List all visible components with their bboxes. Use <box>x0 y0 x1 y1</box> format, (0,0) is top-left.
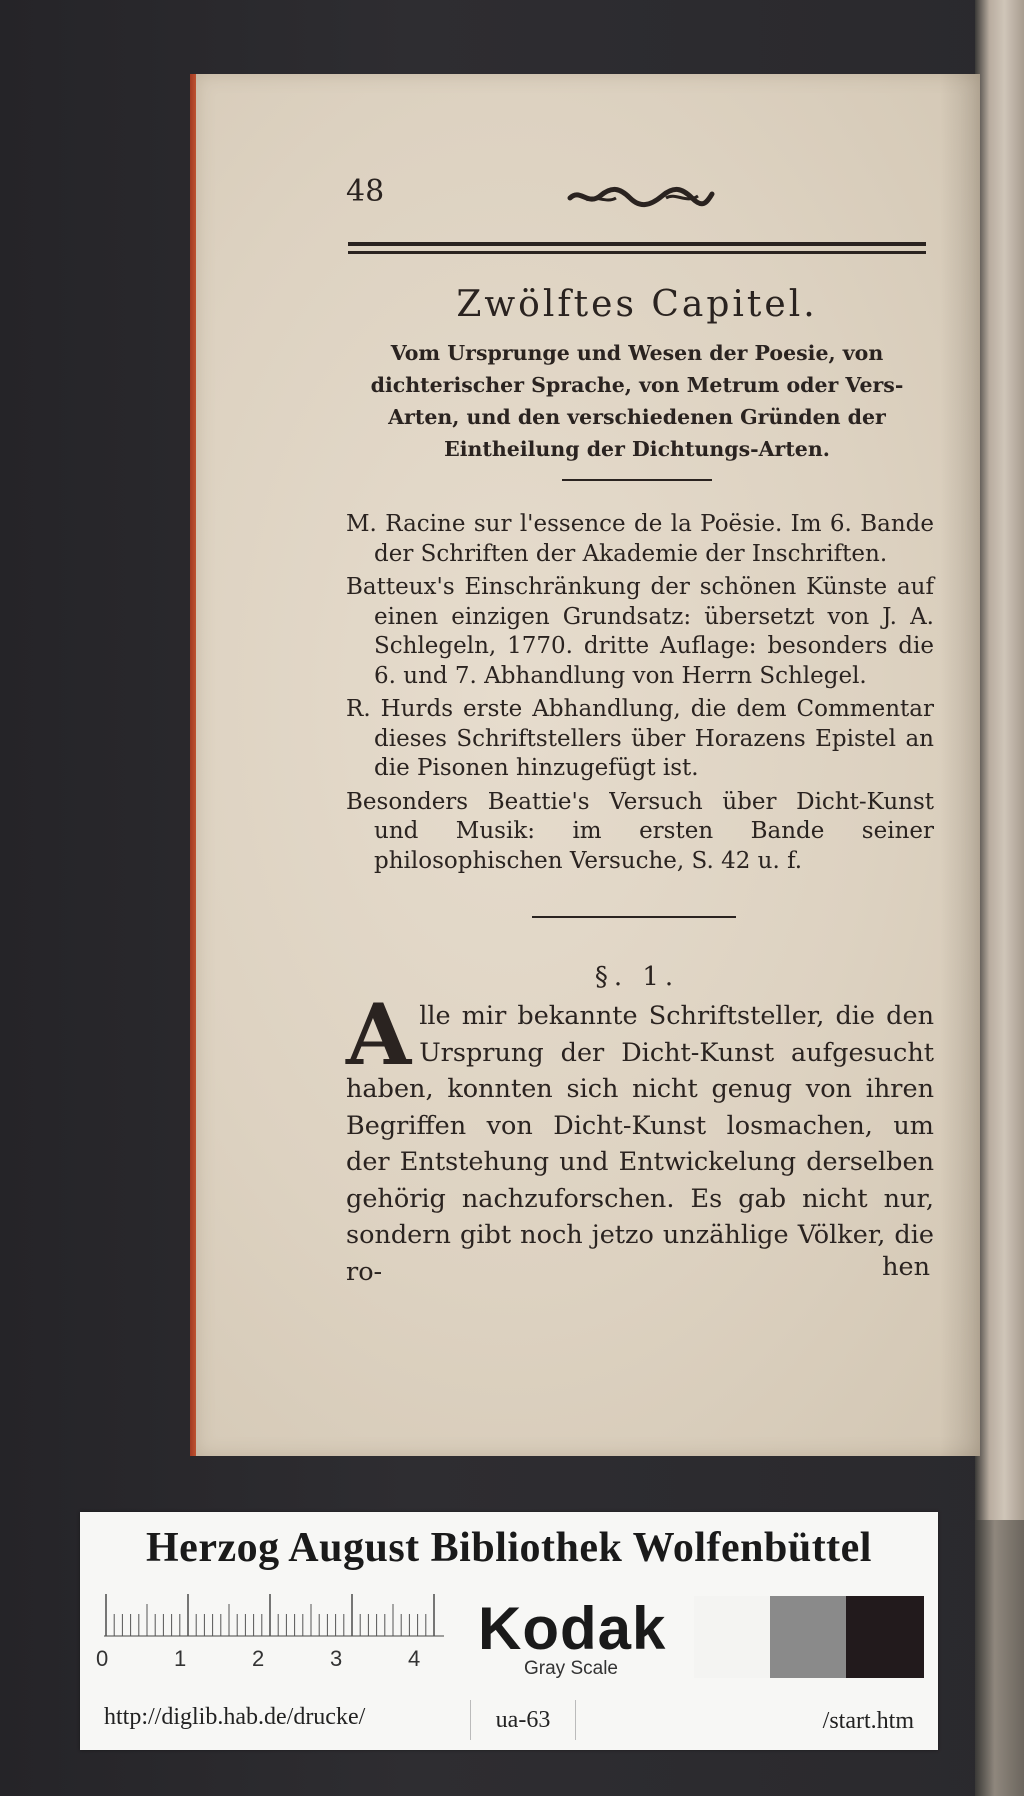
kodak-logo: Kodak <box>478 1595 667 1662</box>
url-left: http://diglib.hab.de/drucke/ <box>104 1704 366 1730</box>
reference-item: Besonders Beattie's Versuch über Dicht-Kunst und Musik: im ersten Bande seiner philosophischen Versuche, S. 42 u. f. <box>346 788 934 874</box>
ruler-number: 3 <box>330 1646 343 1671</box>
body-text: lle mir bekannte Schriftsteller, die den Ursprung der Dicht-Kunst aufgesucht haben, konnten sich nicht genug von ihren Begriffen von Dicht-Kunst losmachen, um der Entstehung und Entwickelung derselben gehörig nachzuforschen. Es gab nicht nur, sondern gibt noch jetzo unzählige Völker, die ro- <box>346 1001 934 1287</box>
reference-item: Batteux's Einschränkung der schönen Künste auf einen einzigen Grundsatz: übersetzt von J. A. Schlegeln, 1770. dritte Auflage: besonders die 6. und 7. Abhandlung von Herrn Schlegel. <box>346 574 934 689</box>
book-page <box>196 74 980 1456</box>
page-shadow <box>940 74 980 1456</box>
chapter-subtitle: Vom Ursprunge und Wesen der Poesie, von dichterischer Sprache, von Metrum oder Vers-Arten, und den verschiedenen Gründen der Eintheilung der Dichtungs-Arten. <box>370 341 904 461</box>
section-mark: §. 1. <box>594 962 680 992</box>
subtitle-rule <box>562 479 712 481</box>
gray-scale-caption: Gray Scale <box>524 1658 618 1679</box>
ornament-icon <box>566 184 716 208</box>
url-right: /start.htm <box>822 1708 914 1734</box>
references-end-rule <box>532 916 736 918</box>
body-paragraph <box>346 985 934 1290</box>
chapter-title: Zwölftes Capitel. <box>456 284 818 325</box>
library-name: Herzog August Bibliothek Wolfenbüttel <box>146 1525 872 1571</box>
ruler-scale <box>104 1590 444 1640</box>
page-number: 48 <box>346 174 385 209</box>
ruler-number: 2 <box>252 1646 265 1671</box>
gray-swatch-mid <box>770 1596 846 1678</box>
shelfmark: ua-63 <box>470 1700 576 1740</box>
adjacent-page-edge-lower <box>975 1520 1024 1796</box>
library-label <box>80 1512 938 1750</box>
reference-list <box>346 510 934 880</box>
gray-swatch-white <box>694 1596 770 1678</box>
drop-cap: A <box>346 985 412 1084</box>
reference-item: M. Racine sur l'essence de la Poësie. Im 6. Bande der Schriften der Akademie der Inschriften. <box>346 511 934 567</box>
ruler-numbers <box>96 1646 456 1676</box>
ruler-number: 1 <box>174 1646 187 1671</box>
header-double-rule <box>348 242 926 254</box>
reference-item: R. Hurds erste Abhandlung, die dem Commentar dieses Schriftstellers über Horazens Epistel an die Pisonen hinzugefügt ist. <box>346 696 934 781</box>
gray-swatch-black <box>846 1596 924 1678</box>
ruler-number: 0 <box>96 1646 109 1671</box>
catchword: hen <box>882 1252 930 1282</box>
ruler-number: 4 <box>408 1646 421 1671</box>
adjacent-page-edge <box>975 0 1024 1520</box>
